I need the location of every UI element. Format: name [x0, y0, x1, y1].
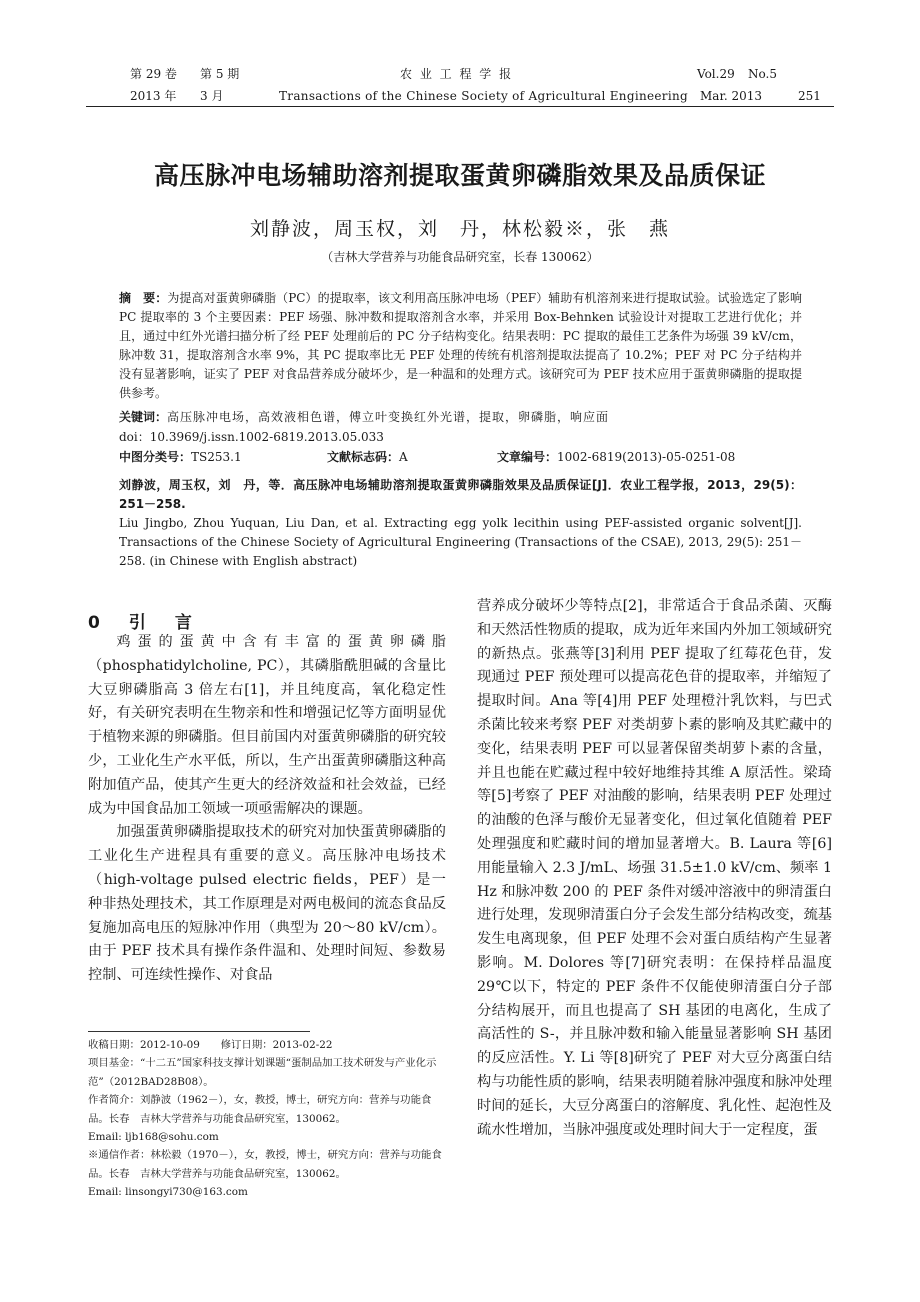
- footnote-corresponding-email: Email: linsongyi730@163.com: [88, 1186, 248, 1199]
- footnote-corresponding: ※通信作者：林松毅（1970－），女，教授，博士，研究方向：营养与功能食品。长春 吉林大学营养与功能食品研究室，130062。: [88, 1149, 442, 1180]
- citation-en: Liu Jingbo, Zhou Yuquan, Liu Dan, et al. Extracting egg yolk lecithin using PEF-assisted organic solvent[J]. Transactions of the Chinese Society of Agricultural Engineering (Transactions of the CSAE), 2013, 29(5): 251－258. (in Chinese with English abstract): [119, 516, 802, 568]
- abstract-text: 为提高对蛋黄卵磷脂（PC）的提取率，该文利用高压脉冲电场（PEF）辅助有机溶剂来进行提取试验。试验选定了影响 PC 提取率的 3 个主要因素：PEF 场强、脉冲数和提取溶剂含水率，并采用 Box-Behnken 试验设计对提取工艺进行优化；并且，通过中红外光谱扫描分析了经 PEF 处理前后的 PC 分子结构变化。结果表明：PC 提取的最佳工艺条件为场强 39 kV/cm，脉冲数 31，提取溶剂含水率 9%，其 PC 提取率比无 PEF 处理的传统有机溶剂提取法提高了 10.2%；PEF 对 PC 分子结构并没有显著影响，证实了 PEF 对食品营养成分破坏少，是一种温和的处理方式。该研究可为 PEF 技术应用于蛋黄卵磷脂的提取提供参考。: [119, 291, 802, 400]
- article-no-label: 文章编号：: [497, 450, 558, 464]
- journal-name-en: Transactions of the Chinese Society of Agricultural Engineering: [279, 89, 688, 103]
- intro-paragraph-3: 营养成分破坏少等特点[2]，非常适合于食品杀菌、灭酶和天然活性物质的提取，成为近年来国内外加工领域研究的新热点。张燕等[3]利用 PEF 提取了红莓花色苷，发现通过 PEF 预处理可以提高花色苷的提取率，并缩短了提取时间。Ana 等[4]用 PEF 处理橙汁乳饮料，与巴式杀菌比较来考察 PEF 对类胡萝卜素的影响及其贮藏中的变化，结果表明 PEF 可以显著保留类胡萝卜素的含量，并且也能在贮藏过程中较好地维持其维 A 原活性。梁琦等[5]考察了 PEF 对油酸的影响，结果表明 PEF 处理过的油酸的色泽与酸价无显著变化，但过氧化值随着 PEF 处理强度和贮藏时间的增加显著增大。B. Laura 等[6]用能量输入 2.3 J/mL、场强 31.5±1.0 kV/cm、频率 1 Hz 和脉冲数 200 的 PEF 条件对缓冲溶液中的卵清蛋白进行处理，发现卵清蛋白分子会发生部分结构改变，巯基发生电离现象，但 PEF 处理不会对蛋白质结构产生显著影响。M. Dolores 等[7]研究表明：在保持样品温度 29℃以下，特定的 PEF 条件不仅能使卵清蛋白分子部分结构展开，而且也提高了 SH 基团的电离化，生成了高活性的 S-，并且脉冲数和输入能量显著影响 SH 基团的反应活性。Y. Li 等[8]研究了 PEF 对大豆分离蛋白结构与功能性质的影响，结果表明随着脉冲强度和脉冲处理时间的延长，大豆分离蛋白的溶解度、乳化性、起泡性及疏水性增加，当脉冲强度或处理时间大于一定程度，蛋: [477, 598, 832, 1138]
- page-number: 251: [798, 89, 821, 103]
- left-column: [88, 631, 446, 988]
- year-cn: 2013 年: [130, 89, 177, 103]
- intro-paragraph-1: 鸡蛋的蛋黄中含有丰富的蛋黄卵磷脂（phosphatidylcholine, PC），其磷脂酰胆碱的含量比大豆卵磷脂高 3 倍左右[1]，并且纯度高，氧化稳定性好，有关研究表明在生物亲和性和增强记忆等方面明显优于植物来源的卵磷脂。但目前国内对蛋黄卵磷脂的研究较少，工业化生产水平低，所以，生产出蛋黄卵磷脂这种高附加值产品，使其产生更大的经济效益和社会效益，已经成为中国食品加工领域一项亟需解决的课题。: [88, 634, 446, 817]
- keywords-label: 关键词：: [119, 410, 168, 424]
- issue-cn: 第 5 期: [200, 67, 240, 81]
- intro-paragraph-2: 加强蛋黄卵磷脂提取技术的研究对加快蛋黄卵磷脂的工业化生产进程具有重要的意义。高压脉冲电场技术（high-voltage pulsed electric fields，PEF）是一种非热处理技术，其工作原理是对两电极间的流态食品反复施加高电压的短脉冲作用（典型为 20～80 kV/cm）。由于 PEF 技术具有操作条件温和、处理时间短、参数易控制、可连续性操作、对食品: [88, 824, 446, 984]
- month-cn: 3 月: [200, 89, 224, 103]
- issue-date-en: Mar. 2013: [700, 89, 763, 103]
- abstract: [119, 289, 802, 403]
- footnote-fund: 项目基金：“十二五”国家科技支撑计划课题“蛋制品加工技术研发与产业化示范”（2012BAD28B08）。: [88, 1057, 437, 1088]
- issue-en: No.5: [748, 67, 777, 81]
- volume-cn: 第 29 卷: [130, 67, 177, 81]
- footnotes: [88, 1036, 448, 1202]
- doi: doi：10.3969/j.issn.1002-6819.2013.05.033: [119, 430, 384, 444]
- footnote-author: 作者简介：刘静波（1962－），女，教授，博士，研究方向：营养与功能食品。长春 吉林大学营养与功能食品研究室，130062。: [88, 1094, 432, 1125]
- doc-code-value: A: [399, 450, 408, 464]
- citation-cn: 刘静波，周玉权，刘 丹，等．高压脉冲电场辅助溶剂提取蛋黄卵磷脂效果及品质保证[J]．农业工程学报，2013，29(5)：251－258.: [119, 478, 802, 511]
- section-heading-introduction: 0 引 言: [88, 613, 198, 633]
- right-column: [477, 595, 832, 1142]
- abstract-label: 摘 要：: [119, 291, 168, 305]
- running-header: [130, 66, 820, 106]
- journal-name-cn: 农 业 工 程 学 报: [400, 67, 514, 81]
- classification-line: [119, 448, 802, 467]
- header-rule: [86, 106, 834, 107]
- footnote-dates: 收稿日期：2012-10-09 修订日期：2013-02-22: [88, 1039, 333, 1051]
- keywords-text: 高压脉冲电场，高效液相色谱，傅立叶变换红外光谱，提取，卵磷脂，响应面: [167, 410, 610, 424]
- footnote-rule: [88, 1031, 310, 1032]
- paper-title: 高压脉冲电场辅助溶剂提取蛋黄卵磷脂效果及品质保证: [153, 161, 766, 190]
- author-list: 刘静波，周玉权，刘 丹，林松毅※，张 燕: [249, 218, 670, 240]
- clc-label: 中图分类号：: [119, 450, 192, 464]
- affiliation: （吉林大学营养与功能食品研究室，长春 130062）: [321, 250, 599, 264]
- article-no-value: 1002-6819(2013)-05-0251-08: [557, 450, 736, 464]
- doc-code-label: 文献标志码：: [327, 450, 400, 464]
- volume-en: Vol.29: [697, 67, 735, 81]
- footnote-author-email: Email: ljb168@sohu.com: [88, 1131, 219, 1144]
- keywords: [119, 408, 802, 427]
- clc-value: TS253.1: [191, 450, 242, 464]
